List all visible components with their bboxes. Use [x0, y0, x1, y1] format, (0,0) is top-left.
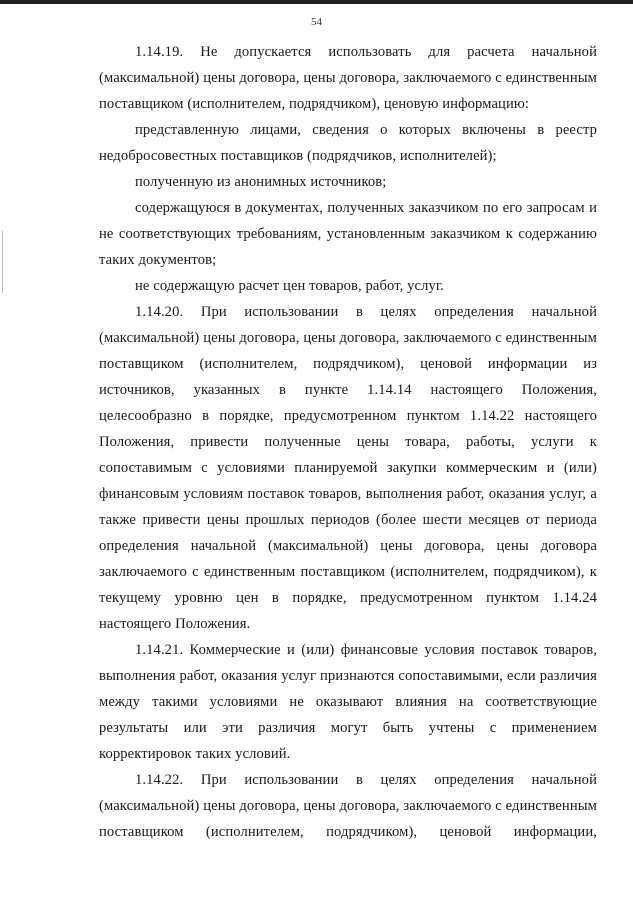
paragraph-1-14-20: 1.14.20. При использовании в целях определения начальной (максимальной) цены договора, цены договора, заключаемого с единственным поставщиком (исполнителем, подрядчиком), ценовой информации из источников, указанных в пункте 1.14.14 настоящего Положения, целесообразно в порядке, предусмотренном пунктом 1.14.22 настоящего Положения, привести полученные цены товара, работы, услуги к сопоставимым с условиями планируемой закупки коммерческим и (или) финансовым условиям поставок товаров, выполнения работ, оказания услуг, а также привести цены прошлых периодов (более шести месяцев от периода определения начальной (максимальной) цены договора, цены договора заключаемого с единственным поставщиком (исполнителем, подрядчиком), к текущему уровню цен в порядке, предусмотренном пунктом 1.14.24 настоящего Положения. [99, 304, 597, 632]
paragraph-1-14-21: 1.14.21. Коммерческие и (или) финансовые условия поставок товаров, выполнения работ, оказания услуг признаются сопоставимыми, если различия между такими условиями не оказывают влияния на соответствующие результаты или эти различия могут быть учтены с применением корректировок таких условий. [99, 642, 597, 762]
list-item-noncompliant-documents: содержащуюся в документах, полученных заказчиком по его запросам и не соответствующих требованиям, установленным заказчиком к содержанию таких документов; [99, 200, 597, 268]
paragraph-1-14-22: 1.14.22. При использовании в целях определения начальной (максимальной) цены договора, цены договора, заключаемого с единственным поставщиком (исполнителем, подрядчиком), ценовой информации, [99, 772, 597, 840]
paragraph-1-14-19: 1.14.19. Не допускается использовать для расчета начальной (максимальной) цены договора, цены договора, заключаемого с единственным поставщиком (исполнителем, подрядчиком), ценовую информацию: [99, 44, 597, 112]
list-item-anonymous-sources: полученную из анонимных источников; [135, 174, 387, 190]
scan-border-top [0, 0, 633, 4]
scan-mark-left [2, 231, 3, 293]
page-number: 54 [311, 16, 322, 28]
document-body [99, 39, 597, 845]
list-item-no-price-calculation: не содержащую расчет цен товаров, работ, услуг. [135, 278, 445, 294]
list-item-unscrupulous-suppliers: представленную лицами, сведения о которых включены в реестр недобросовестных поставщиков (подрядчиков, исполнителей); [99, 122, 597, 164]
